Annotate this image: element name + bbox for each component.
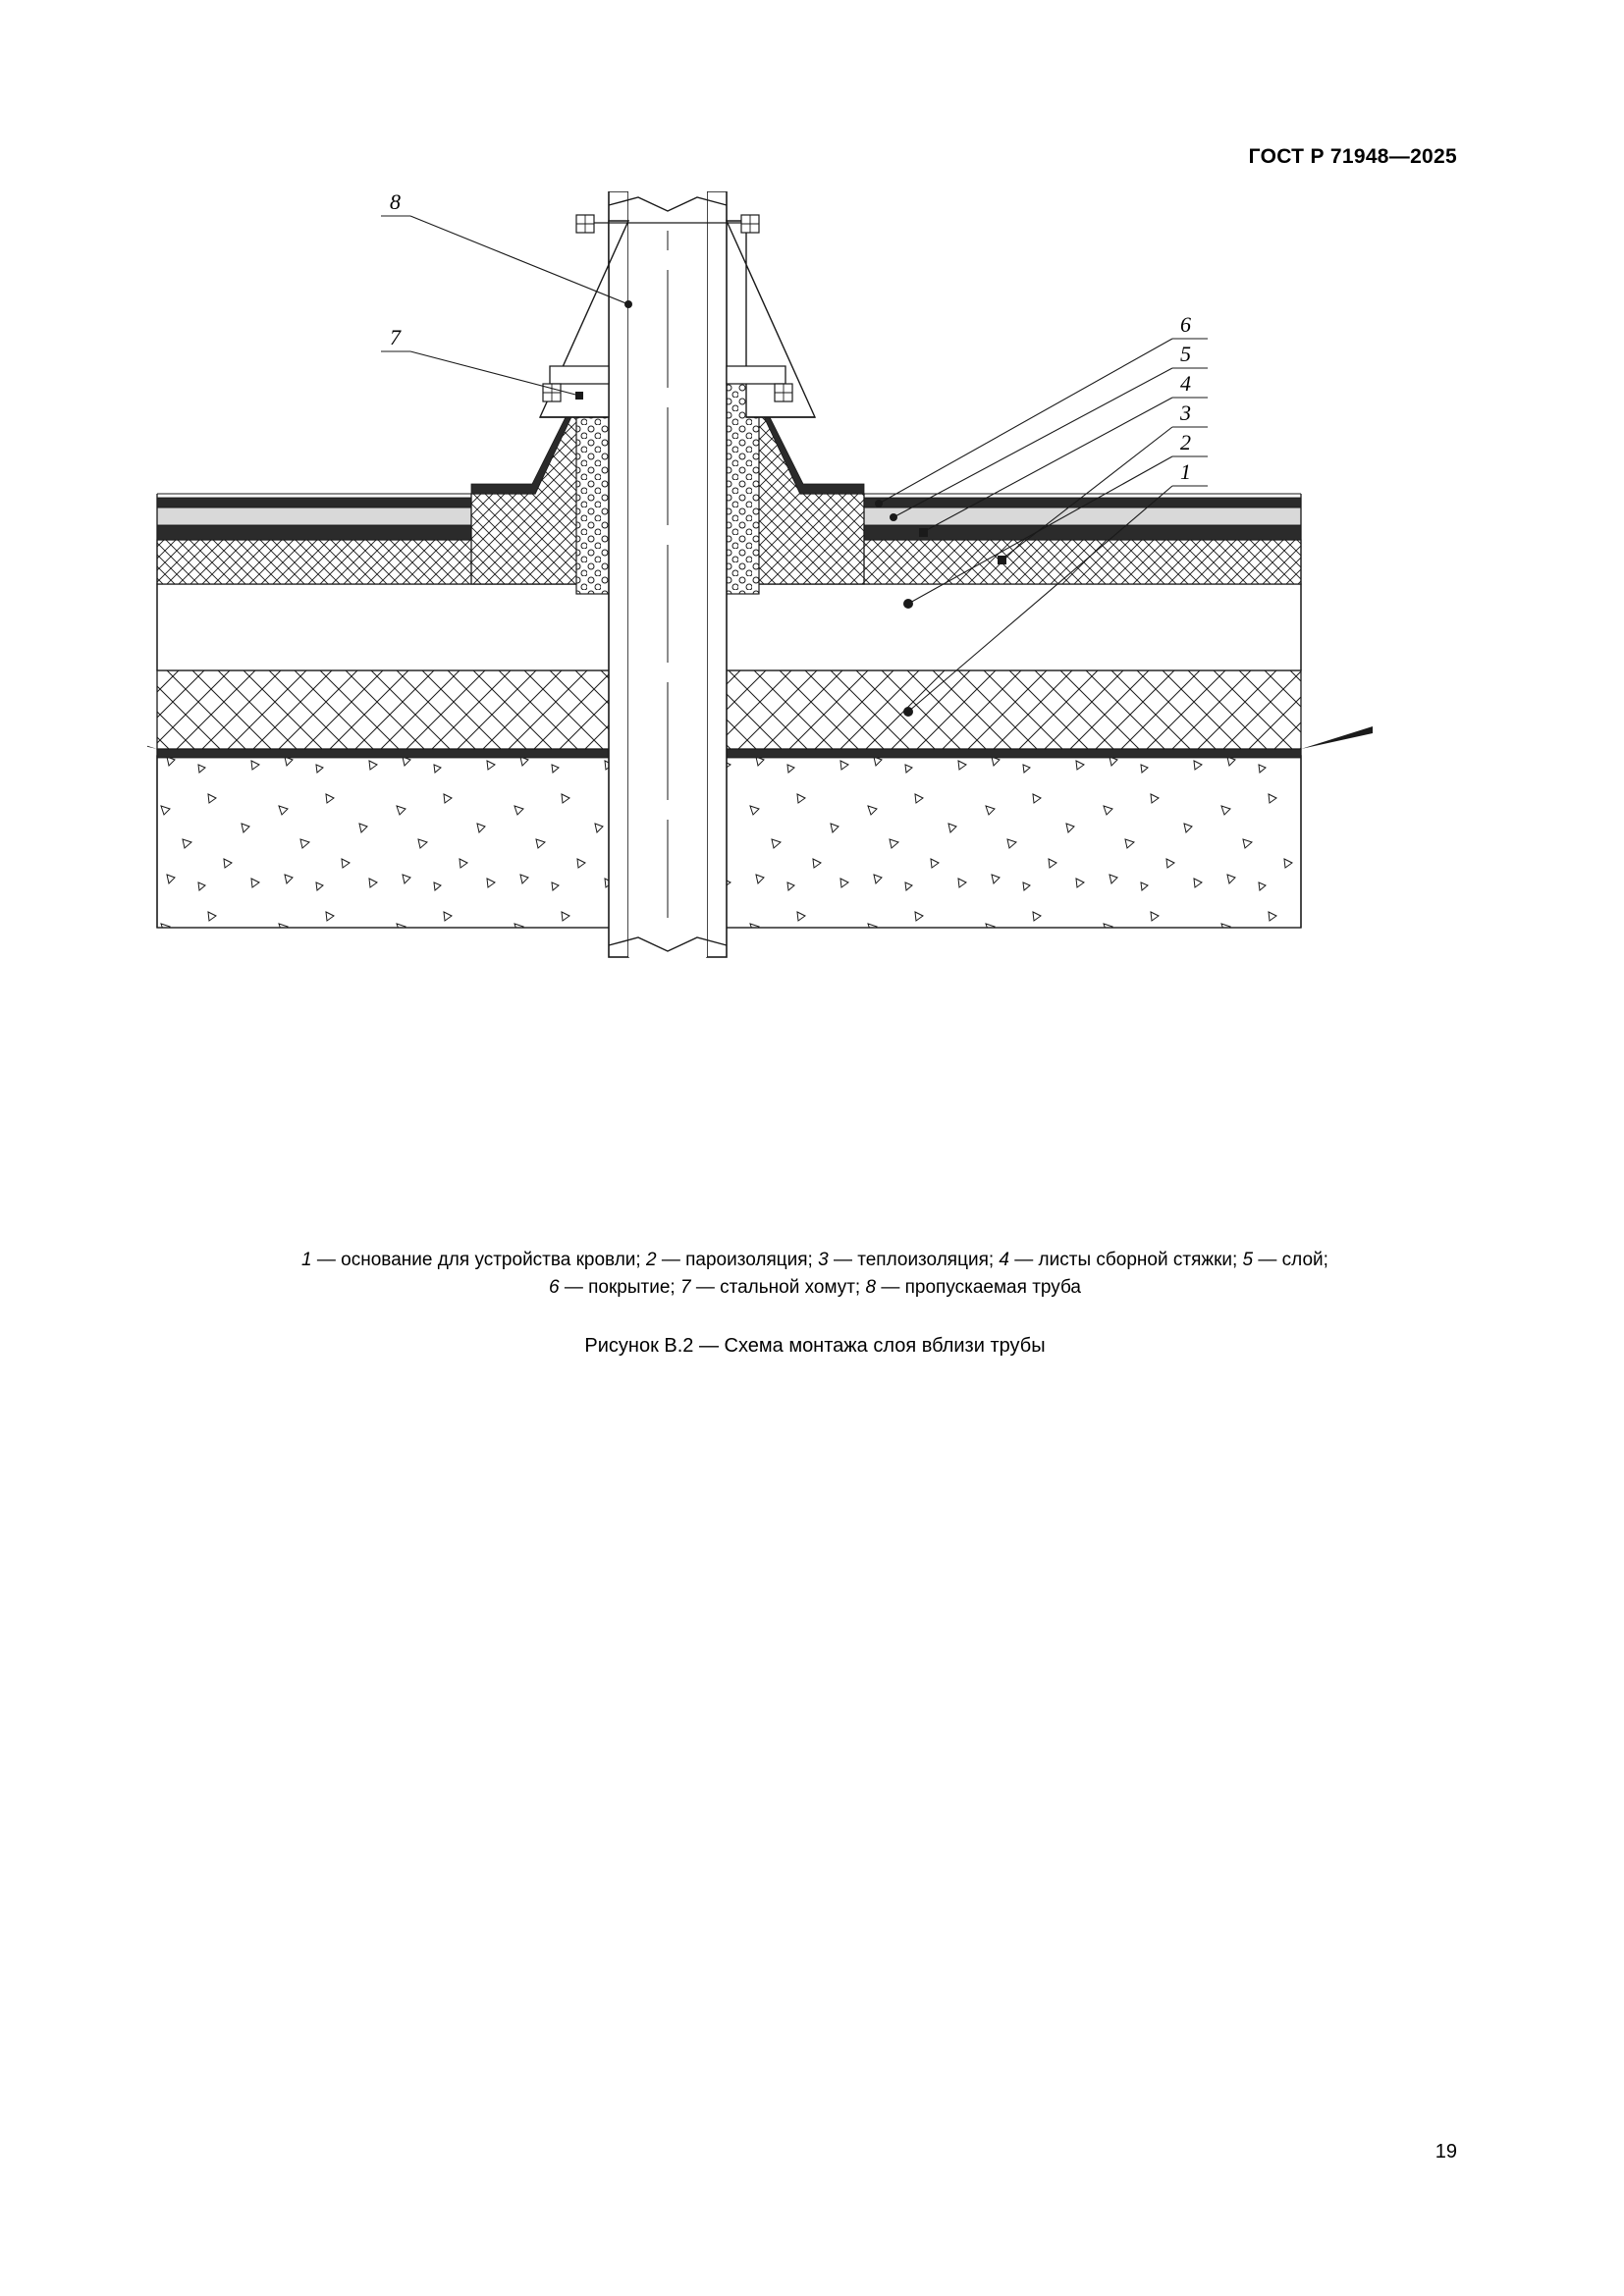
legend-num-7: 7 <box>679 1276 691 1298</box>
callout-label-5: 5 <box>1180 342 1191 366</box>
legend-text-6: — покрытие; <box>559 1276 680 1298</box>
callout-label-4: 4 <box>1180 371 1191 396</box>
legend-num-4: 4 <box>999 1250 1009 1270</box>
screed-void-band <box>157 584 1301 670</box>
legend-num-8: 8 <box>865 1276 877 1298</box>
legend-num-5: 5 <box>1242 1250 1254 1270</box>
legend-num-1: 1 <box>301 1250 312 1270</box>
leader-dot-8 <box>624 300 632 308</box>
callout-label-8: 8 <box>390 191 401 214</box>
legend-text-1: — основание для устройства кровли; <box>311 1250 646 1270</box>
legend-text-2: — пароизоляция; <box>656 1250 819 1270</box>
callout-label-3: 3 <box>1180 400 1191 425</box>
leader-dot-7 <box>575 392 583 400</box>
legend-num-6: 6 <box>549 1276 560 1298</box>
callout-label-2: 2 <box>1180 430 1191 454</box>
legend-text-8: — пропускаемая труба <box>876 1276 1081 1298</box>
page-number: 19 <box>1435 2141 1457 2163</box>
figure-legend <box>147 1247 1483 1301</box>
legend-num-3: 3 <box>818 1250 829 1270</box>
roof-base-slab <box>157 749 1301 928</box>
callout-label-6: 6 <box>1180 312 1191 337</box>
figure-legend-line-1 <box>147 1247 1483 1274</box>
thermal-insulation-layer <box>147 670 1373 749</box>
legend-text-7: — стальной хомут; <box>690 1276 866 1298</box>
legend-text-5: — слой; <box>1253 1250 1328 1270</box>
figure-legend-line-2 <box>147 1274 1483 1302</box>
legend-text-3: — теплоизоляция; <box>828 1250 1000 1270</box>
figure-title: Рисунок В.2 — Схема монтажа слоя вблизи трубы <box>584 1335 1046 1357</box>
standard-header: ГОСТ Р 71948—2025 <box>1248 145 1457 168</box>
callout-label-7: 7 <box>390 325 401 349</box>
figure-drawing <box>147 191 1483 1232</box>
callout-label-1: 1 <box>1180 459 1191 484</box>
callout-labels <box>381 191 1208 486</box>
technical-drawing-svg <box>147 191 1483 1232</box>
legend-num-2: 2 <box>645 1250 657 1270</box>
legend-text-4: — листы сборной стяжки; <box>1009 1250 1243 1270</box>
